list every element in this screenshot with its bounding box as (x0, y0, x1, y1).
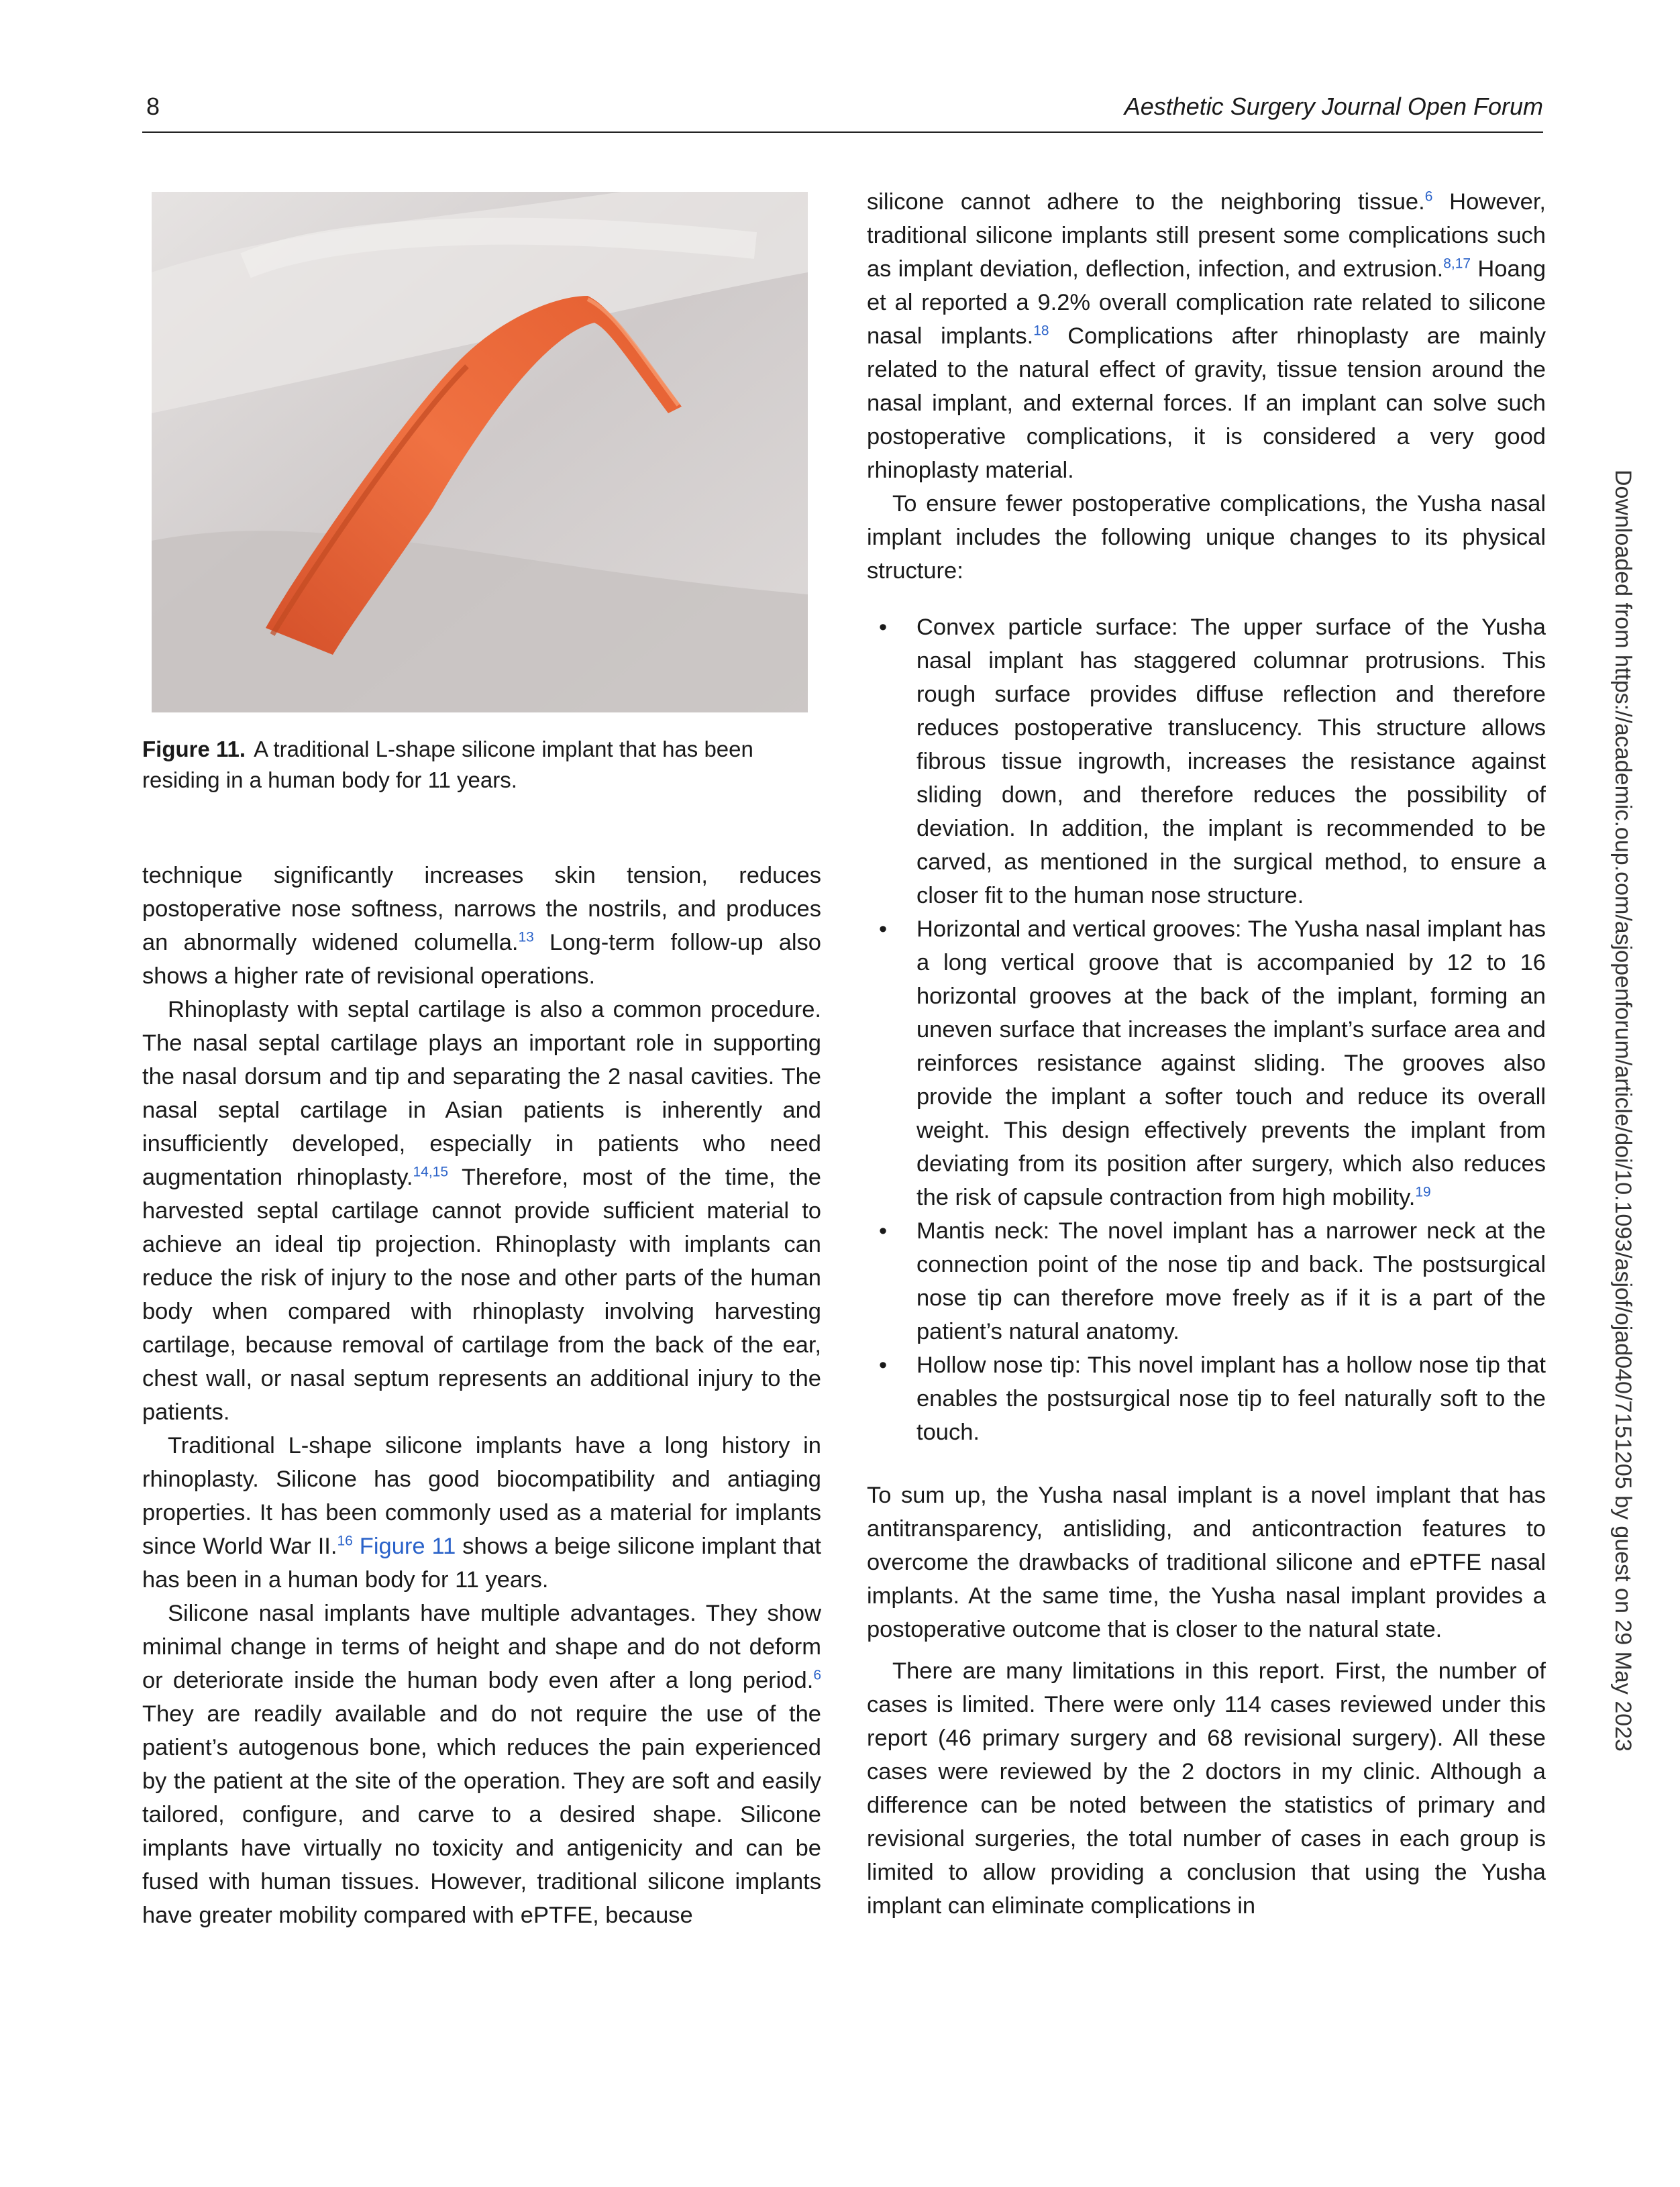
paragraph: To ensure fewer postoperative complications, the Yusha nasal implant includes the following unique changes to its physical structure: (867, 491, 1546, 584)
list-item (867, 1214, 1546, 1348)
paragraph (142, 859, 821, 993)
download-sidebar (1604, 470, 1644, 1752)
text-run: They are readily available and do not require the use of the patient’s autogenous bone, which reduces the pain experienced by the patient at the site of the operation. They are soft and easily tailored, configure, and carve to a desired shape. Silicone implants have virtually no toxicity and antigenicity and can be fused with human tissues. However, traditional silicone implants have greater mobility compared with ePTFE, because (142, 1701, 821, 1928)
text-run: technique significantly increases skin tension, reduces postoperative nose softness, narrows the nostrils, and produces an abnormally widened columella. (142, 863, 821, 955)
list-item (867, 610, 1546, 912)
citation-link[interactable]: 13 (518, 929, 534, 945)
text-run: However, traditional silicone implants still present some complications such as implant deviation, deflection, infection, and extrusion. (867, 189, 1546, 282)
citation-link[interactable]: 18 (1033, 323, 1049, 339)
text-run: Traditional L-shape silicone implants have a long history in rhinoplasty. Silicone has good biocompatibility and antiaging properties. It has been commonly used as a material for implants since World War II. (142, 1433, 821, 1559)
figure-11-photo (152, 192, 808, 712)
text-run: shows a beige silicone implant that has been in a human body for 11 years. (142, 1534, 822, 1593)
paragraph (142, 1429, 821, 1597)
download-notice: Downloaded from https://academic.oup.com/asjopenforum/article/doi/10.1093/asjof/ojad040/7151205 by guest on 29 May 2023 (1610, 470, 1636, 1752)
citation-link[interactable]: 19 (1415, 1184, 1431, 1200)
paragraph: There are many limitations in this report. First, the number of cases is limited. There were only 114 cases reviewed under this report (46 primary surgery and 68 revisional surgery). All these cases were reviewed by the 2 doctors in my clinic. Although a difference can be noted between the statistics of primary and revisional surgeries, the total number of cases in each group is limited to allow providing a conclusion that using the Yusha implant can eliminate complications in (867, 1658, 1546, 1919)
paragraph (142, 993, 821, 1429)
list-item (867, 912, 1546, 1214)
bullet-glyph: • (879, 1352, 888, 1378)
paragraph (142, 1597, 821, 1932)
text-run: silicone cannot adhere to the neighboring tissue. (867, 189, 1425, 215)
paragraph: To sum up, the Yusha nasal implant is a novel implant that has antitransparency, antisliding, and anticontraction features to overcome the drawbacks of traditional silicone and ePTFE nasal implants. At the same time, the Yusha nasal implant provides a postoperative outcome that is closer to the natural state. (867, 1483, 1546, 1642)
text-run: Silicone nasal implants have multiple advantages. They show minimal change in terms of height and shape and do not deform or deteriorate inside the human body even after a long period. (142, 1601, 821, 1693)
left-column (142, 859, 821, 1932)
bullet-glyph: • (879, 615, 888, 640)
text-run: Rhinoplasty with septal cartilage is also a common procedure. The nasal septal cartilage plays an important role in supporting the nasal dorsum and tip and separating the 2 nasal cavities. The nasal septal cartilage in Asian patients is inherently and insufficiently developed, especially in patients who need augmentation rhinoplasty. (142, 997, 821, 1190)
text-run: Complications after rhinoplasty are mainly related to the natural effect of gravity, tissue tension around the nasal implant, and external forces. If an implant can solve such postoperative complications, it is considered a very good rhinoplasty material. (867, 323, 1546, 483)
citation-link[interactable]: 6 (813, 1667, 821, 1683)
citation-link[interactable]: 8,17 (1443, 256, 1471, 272)
list-item-text: Mantis neck: The novel implant has a narrower neck at the connection point of the nose tip and back. The postsurgical nose tip can therefore move freely as if it is a part of the patient’s natural anatomy. (916, 1218, 1546, 1344)
list-item (867, 1348, 1546, 1449)
journal-title: Aesthetic Surgery Journal Open Forum (1124, 93, 1543, 120)
figure-label: Figure 11. (142, 737, 246, 761)
text-run: Long-term follow-up also shows a higher rate of revisional operations. (142, 930, 821, 989)
header-rule (142, 131, 1543, 133)
citation-link[interactable]: 6 (1424, 189, 1433, 205)
caption-text: A traditional L-shape silicone implant that has been residing in a human body for 11 years. (142, 737, 753, 792)
implant-photo-illustration (152, 192, 808, 712)
feature-list (867, 610, 1546, 1449)
citation-link[interactable]: 16 (337, 1533, 353, 1549)
list-item-text: Hollow nose tip: This novel implant has a hollow nose tip that enables the postsurgical nose tip to feel naturally soft to the touch. (916, 1352, 1546, 1445)
list-item-text: Convex particle surface: The upper surface of the Yusha nasal implant has staggered columnar protrusions. This rough surface provides diffuse reflection and therefore reduces postoperative translucency. This structure allows fibrous tissue ingrowth, increases the resistance against sliding down, and therefore reduces the possibility of deviation. In addition, the implant is recommended to be carved, as mentioned in the surgical method, to ensure a closer fit to the human nose structure. (916, 615, 1546, 908)
page-number: 8 (146, 93, 160, 120)
text-run: Hoang et al reported a 9.2% overall complication rate related to silicone nasal implants. (867, 256, 1546, 349)
figure-link[interactable]: Figure 11 (359, 1534, 456, 1559)
running-header (142, 93, 1543, 133)
citation-link[interactable]: 14,15 (413, 1164, 449, 1180)
bullet-glyph: • (879, 1218, 888, 1244)
list-item-text: Horizontal and vertical grooves: The Yusha nasal implant has a long vertical groove that is accompanied by 12 to 16 horizontal grooves at the back of the implant, forming an uneven surface that increases the implant’s surface area and reinforces resistance against sliding. The grooves also provide the implant a softer touch and reduce its overall weight. This design effectively prevents the implant from deviating from its position after surgery, which also reduces the risk of capsule contraction from high mobility. (916, 916, 1546, 1210)
bullet-glyph: • (879, 916, 888, 942)
right-column (867, 185, 1546, 1923)
text-run: Therefore, most of the time, the harvested septal cartilage cannot provide sufficient material to achieve an ideal tip projection. Rhinoplasty with implants can reduce the risk of injury to the nose and other parts of the human body when compared with rhinoplasty involving harvesting cartilage, because removal of cartilage from the back of the ear, chest wall, or nasal septum represents an additional injury to the patients. (142, 1165, 821, 1425)
figure-caption (142, 734, 813, 796)
paragraph (867, 185, 1546, 487)
